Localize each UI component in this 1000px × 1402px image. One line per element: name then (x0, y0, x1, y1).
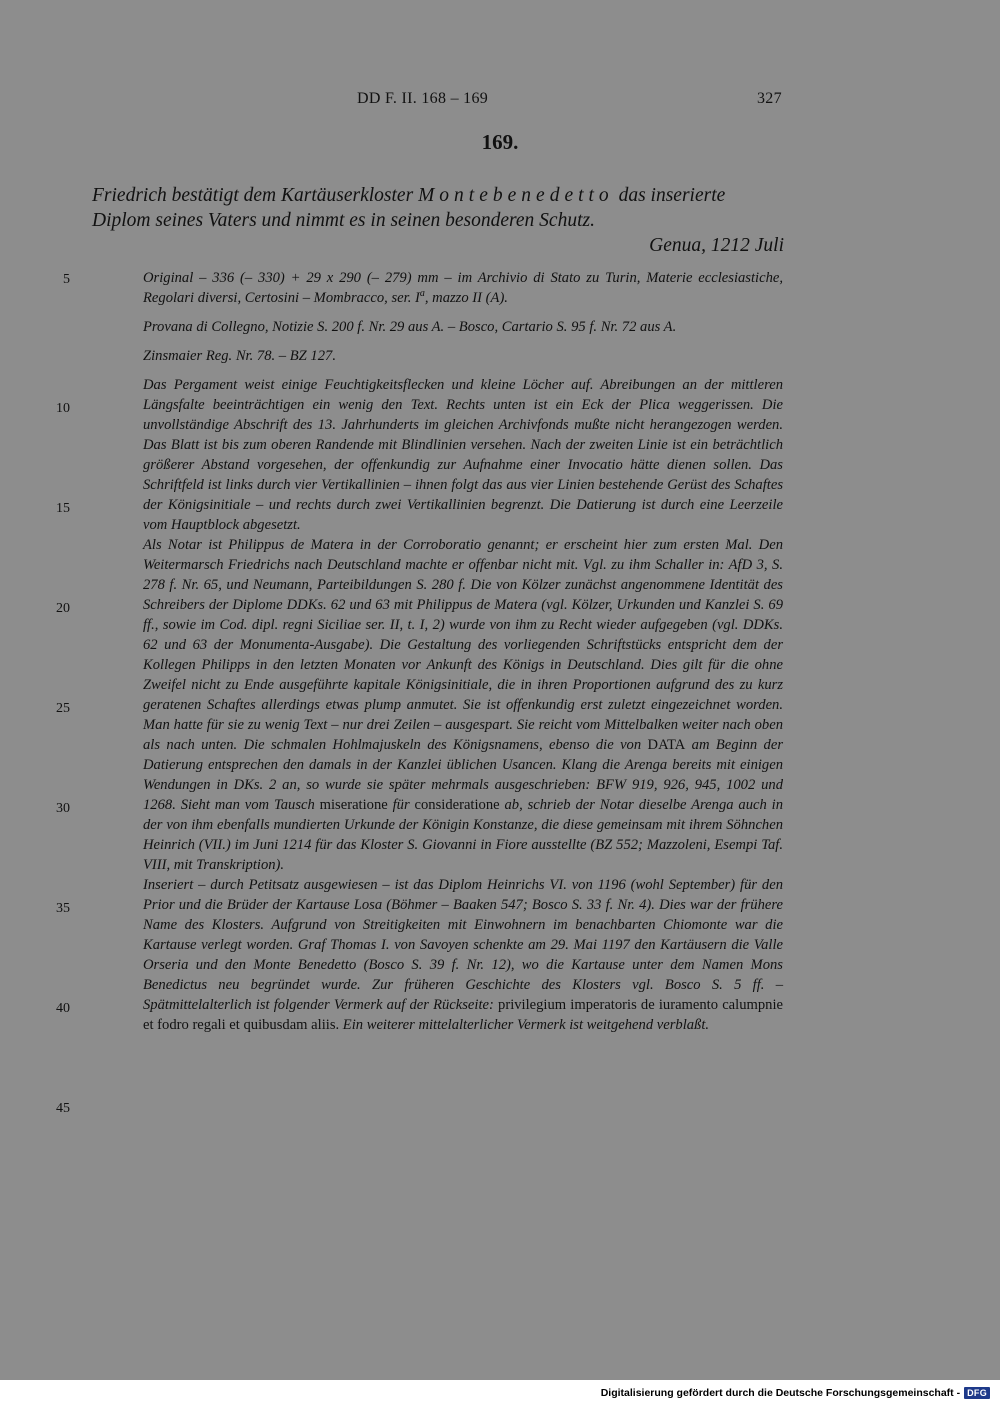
running-title: DD F. II. 168 – 169 (357, 90, 489, 107)
dfg-logo: DFG (964, 1387, 990, 1399)
commentary-paragraph-2: Als Notar ist Philippus de Matera in der Corroboratio genannt; er erscheint hier zum ersten Mal. Den Weitermarsch Friedrichs nach Deutschland machte er offenbar nicht mit. Vgl. zu ihm Schaller in: AfD 3, S. 278 f. Nr. 65, und Neumann, Parteibildungen S. 280 f. Die von Kölzer zunächst angenommene Identität des Schreibers der Diplome DDKs. 62 und 63 mit Philippus de Matera (vgl. Kölzer, Urkunden und Kanzlei S. 69 ff., sowie im Cod. dipl. regni Siciliae ser. II, t. I, 2) wurde von ihm zu Recht wieder aufgegeben (vgl. DDKs. 62 und 63 der Monumenta-Ausgabe). Die Gestaltung des vorliegenden Schriftstücks entspricht dem der Kollegen Philipps in den letzten Monaten vor Ankunft des Königs in Deutschland. Dies gilt für die ohne Zweifel nicht zu Ende ausgeführte kapitale Königsinitiale, die in ihren Proportionen aufgrund des zu kurz geratenen Schaftes allerdings etwas plump anmutet. Sie ist offenkundig erst zuletzt eingezeichnet worden. Man hatte für sie zu wenig Text – nur drei Zeilen – ausgespart. Sie reicht vom Mittelbalken weiter nach oben als nach unten. Die schmalen Hohlmajuskeln des Königsnamens, ebenso die von DATA am Beginn der Datierung entsprechen den damals in der Kanzlei üblichen Usancen. Klang die Arenga bereits mit einigen Wendungen in DKs. 2 an, so wurde sie später mehrmals ausgeschrieben: BFW 919, 926, 945, 1002 und 1268. Sieht man vom Tausch miseratione für consideratione ab, schrieb der Notar dieselbe Arenga auch in der von ihm ebenfalls mundierten Urkunde der Königin Konstanze, die diese gemeinsam mit ihrem Söhnchen Heinrich (VII.) im Juni 1214 für das Kloster S. Giovanni in Fiore ausstellte (BZ 552; Mazzoleni, Esempi Taf. VIII, mit Transkription). (143, 537, 784, 873)
line-number: 5 (63, 272, 70, 287)
line-number: 40 (56, 1001, 70, 1016)
line-number: 45 (56, 1101, 70, 1116)
regest-text-1: Friedrich bestätigt dem Kartäuserkloster (92, 185, 419, 206)
line-number: 35 (56, 901, 70, 916)
document-number: 169. (481, 130, 519, 154)
regest-place: Montebenedetto (418, 185, 614, 206)
issue-date: Genua, 1212 Juli (649, 235, 784, 256)
running-header (0, 88, 1000, 112)
commentary-paragraph-1: Das Pergament weist einige Feuchtigkeitsflecken und kleine Löcher auf. Abreibungen an der mittleren Längsfalte beeinträchtigen ein wenig den Text. Rechts unten ist ein Eck der Plica weggerissen. Die unvollständige Abschrift des 13. Jahrhunderts im gleichen Archivfonds mußte nicht herangezogen werden. Das Blatt ist bis zum oberen Randende mit Blindlinien versehen. Nach der zweiten Linie ist ein beträchtlich größerer Abstand vorgesehen, der offenkundig zur Aufnahme einer Invocatio hätte dienen sollen. Das Schriftfeld ist links durch vier Vertikallinien – ihnen folgt das aus vier Linien bestehende Gerüst des Schaftes der Königsinitiale – und rechts durch zwei Vertikallinien begrenzt. Die Datierung ist durch eine Leerzeile vom Hauptblock abgesetzt. (143, 377, 783, 533)
tradition-original: Original – 336 (– 330) + 29 x 290 (– 279) mm – im Archivio di Stato zu Turin, Materie ecclesiastiche, Regolari diversi, Certosini – Mombracco, ser. $I^a$, mazzo II (A). (143, 270, 783, 306)
line-number-margin (0, 0, 100, 1300)
tradition-prints: Provana di Collegno, Notizie S. 200 f. Nr. 29 aus A. – Bosco, Cartario S. 95 f. Nr. 72 aus A. (143, 319, 677, 335)
footer-text: Digitalisierung gefördert durch die Deutsche Forschungsgemeinschaft - (600, 1387, 961, 1399)
line-number: 10 (56, 401, 70, 416)
line-number: 20 (56, 601, 70, 616)
tradition-regests: Zinsmaier Reg. Nr. 78. – BZ 127. (143, 348, 336, 364)
funding-footer (601, 1385, 990, 1401)
page-number: 327 (757, 90, 782, 107)
regest-text-2: das inserierte Diplom seines Vaters und nimmt es in seinen besonderen Schutz. (92, 185, 726, 231)
commentary-body (143, 268, 783, 1035)
line-number: 30 (56, 801, 70, 816)
regest (92, 183, 784, 233)
commentary-paragraph-3: Inseriert – durch Petitsatz ausgewiesen – ist das Diplom Heinrichs VI. von 1196 (wohl September) für den Prior und die Brüder der Kartause Losa (Böhmer – Baaken 547; Bosco S. 33 f. Nr. 4). Dies war der frühere Name des Klosters. Aufgrund von Streitigkeiten mit Einwohnern im benachbarten Chiomonte war die Kartause verlegt worden. Graf Thomas I. von Savoyen schenkte am 29. Mai 1197 den Kartäusern die Valle Orseria und den Monte Benedetto (Bosco S. 39 f. Nr. 12), wo die Kartause unter dem Namen Mons Benedictus neu begründet wurde. Zur früheren Geschichte des Klosters vgl. Bosco S. 5 ff. – Spätmittelalterlich ist folgender Vermerk auf der Rückseite: privilegium imperatoris de iuramento calumpnie et fodro regali et quibusdam aliis. Ein weiterer mittelalterlicher Vermerk ist weitgehend verblaßt. (143, 877, 783, 1033)
line-number: 15 (56, 501, 70, 516)
line-number: 25 (56, 701, 70, 716)
